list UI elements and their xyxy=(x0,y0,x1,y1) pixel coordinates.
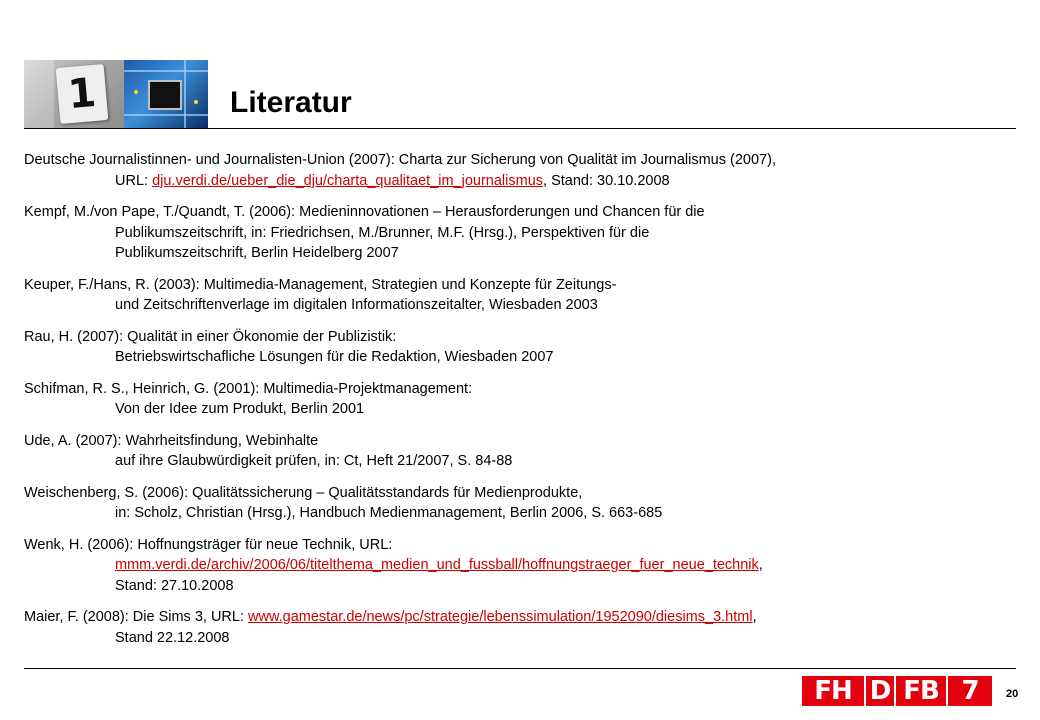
reference-line: Kempf, M./von Pape, T./Quandt, T. (2006): Medieninnovationen – Herausforderungen und Chancen für die xyxy=(24,204,705,220)
reference-line: Rau, H. (2007): Qualität in einer Ökonomie der Publizistik: xyxy=(24,328,397,345)
reference-list xyxy=(24,150,1014,659)
logo-block: FB xyxy=(896,676,946,706)
circuit-trace xyxy=(184,60,186,128)
reference-line xyxy=(24,171,1014,192)
reference-entry xyxy=(24,327,1014,368)
reference-entry xyxy=(24,483,1014,524)
reference-entry xyxy=(24,202,1014,264)
reference-line: Stand: 27.10.2008 xyxy=(115,577,234,594)
reference-line: Schifman, R. S., Heinrich, G. (2001): Multimedia-Projektmanagement: xyxy=(24,380,473,397)
reference-line: Keuper, F./Hans, R. (2003): Multimedia-Management, Strategien und Konzepte für Zeitungs- xyxy=(24,276,617,293)
reference-line: und Zeitschriftenverlage im digitalen Informationszeitalter, Wiesbaden 2003 xyxy=(115,297,598,313)
reference-entry xyxy=(24,535,1014,597)
reference-line: in: Scholz, Christian (Hrsg.), Handbuch Medienmanagement, Berlin 2006, S. 663-685 xyxy=(115,505,663,521)
footer-divider xyxy=(24,668,1016,669)
reference-link[interactable]: dju.verdi.de/ueber_die_dju/charta_qualitaet_im_journalismus xyxy=(152,172,544,189)
logo-block: D xyxy=(866,676,894,706)
photo-stripe xyxy=(24,60,54,128)
reference-entry xyxy=(24,150,1014,191)
reference-line: Deutsche Journalistinnen- und Journalisten-Union (2007): Charta zur Sicherung von Qualität im Journalismus (2007), xyxy=(24,152,776,168)
circuit-trace xyxy=(124,70,208,72)
page-number: 20 xyxy=(1006,688,1019,700)
reference-entry xyxy=(24,275,1014,316)
circuit-dot xyxy=(194,100,198,104)
reference-line: Von der Idee zum Produkt, Berlin 2001 xyxy=(115,401,365,417)
reference-line: Ude, A. (2007): Wahrheitsfindung, Webinhalte xyxy=(24,432,319,449)
header-divider xyxy=(24,128,1016,129)
logo-block: 7 xyxy=(948,676,992,706)
reference-text: , Stand: 30.10.2008 xyxy=(543,172,670,189)
reference-entry xyxy=(24,379,1014,420)
reference-line: auf ihre Glaubwürdigkeit prüfen, in: Ct, Heft 21/2007, S. 84-88 xyxy=(115,453,513,469)
reference-entry xyxy=(24,607,1014,648)
reference-line: Stand 22.12.2008 xyxy=(115,629,230,646)
reference-text: , xyxy=(752,609,757,625)
logo-block: FH xyxy=(802,676,864,706)
reference-text: , xyxy=(758,557,763,573)
fh-fb7-logo xyxy=(802,676,992,706)
reference-text: URL: xyxy=(115,172,153,189)
reference-line: Wenk, H. (2006): Hoffnungsträger für neue Technik, URL: xyxy=(24,536,393,553)
reference-line: Publikumszeitschrift, Berlin Heidelberg 2007 xyxy=(115,245,399,261)
number-tile: 1 xyxy=(56,64,109,124)
reference-entry xyxy=(24,431,1014,472)
reference-link[interactable]: mmm.verdi.de/archiv/2006/06/titelthema_medien_und_fussball/hoffnungstraeger_fuer_neue_technik xyxy=(115,557,759,573)
reference-line: Publikumszeitschrift, in: Friedrichsen, M./Brunner, M.F. (Hrsg.), Perspektiven für die xyxy=(115,224,650,241)
page-title: Literatur xyxy=(230,86,352,119)
circuit-trace xyxy=(124,114,208,116)
reference-text: Maier, F. (2008): Die Sims 3, URL: xyxy=(24,609,249,625)
reference-line: Betriebswirtschafliche Lösungen für die Redaktion, Wiesbaden 2007 xyxy=(115,349,554,365)
reference-line xyxy=(24,607,1014,628)
circuit-dot xyxy=(134,90,138,94)
reference-line xyxy=(24,555,1014,576)
reference-line: Weischenberg, S. (2006): Qualitätssicherung – Qualitätsstandards für Medienprodukte, xyxy=(24,484,583,501)
header-photo-number xyxy=(24,60,124,128)
microchip xyxy=(148,80,182,110)
header-photo-circuit xyxy=(124,60,208,128)
reference-link[interactable]: www.gamestar.de/news/pc/strategie/lebenssimulation/1952090/diesims_3.html xyxy=(248,609,753,625)
